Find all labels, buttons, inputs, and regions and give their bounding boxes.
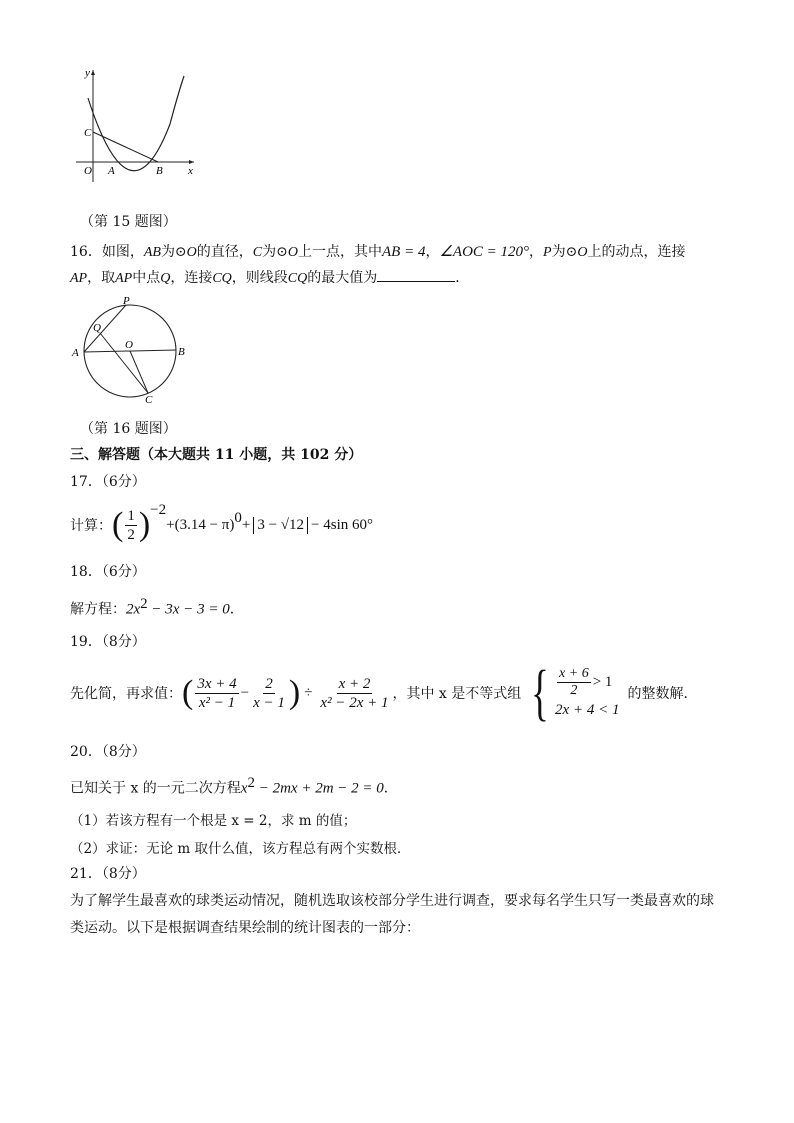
x-axis-arrow <box>189 160 194 164</box>
q18-eq-a: 2x <box>126 601 141 618</box>
section-3-title: 三、解答题（本大题共 11 小题，共 102 分） <box>70 447 363 463</box>
q18-end: ． <box>229 601 244 618</box>
q20-header: 20．（8分） <box>70 744 146 760</box>
segment-oc <box>130 351 148 393</box>
q16-text: 的直径， <box>196 244 253 260</box>
q16-text: ， <box>425 244 440 260</box>
q19-f2-num: 2 <box>265 675 273 692</box>
inequality-system: { $\frac{x + 6}{2}$ > 1 2x + 4 < 1 <box>531 659 620 727</box>
y-axis-arrow <box>91 70 95 75</box>
question-16-line-1 <box>70 241 685 261</box>
q17-term-3: − 4sin 60° <box>311 516 373 533</box>
point-a-label: A <box>108 165 115 177</box>
q17-expression: 计算： ( $\frac{1}{2}$ ) −2 +(3.14 − π) 0 + 3 − √12 − 4sin 60° <box>70 502 373 543</box>
q20-stem <box>70 775 398 798</box>
q20-eq-b: − 2mx + 2m − 2 = 0 <box>254 780 384 797</box>
q16-p: P <box>543 245 552 260</box>
q18-lead: 解方程： <box>70 601 126 618</box>
q19-fraction-3 <box>318 675 390 712</box>
q16-ap: AP <box>115 271 133 286</box>
q19-f1-num: 3x + 4 <box>197 675 237 692</box>
q16-number: 16． <box>70 244 102 260</box>
q19-tail: 的整数解． <box>627 686 698 702</box>
q17-header: 17．（6分） <box>70 474 146 490</box>
q16-text: 为⊙ <box>551 244 578 260</box>
point-c-label: C <box>84 127 92 139</box>
q20-part-2: （2）求证：无论 m 取什么值，该方程总有两个实数根． <box>70 841 411 857</box>
ineq1-den: 2 <box>570 682 578 698</box>
q16-cq: CQ <box>287 271 308 286</box>
q16-condition-ab: AB = 4 <box>382 244 426 260</box>
q19-header: 19．（8分） <box>70 634 146 650</box>
q21-header: 21．（8分） <box>70 866 146 882</box>
point-b-label: B <box>178 346 185 358</box>
q16-ap: AP <box>70 271 88 286</box>
point-o-label: O <box>125 339 133 351</box>
q16-cq: CQ <box>212 271 232 286</box>
ineq1-num: x + 6 <box>559 665 589 681</box>
ineq1-fraction <box>557 666 591 699</box>
figure-16-caption: （第 16 题图） <box>80 421 177 437</box>
q18-header: 18．（6分） <box>70 564 146 580</box>
q16-text: ，连接 <box>170 270 213 286</box>
q21-line-1: 为了解学生最喜欢的球类运动情况，随机选取该校部分学生进行调查，要求每名学生只写一类最喜欢的球 <box>70 893 714 909</box>
q19-f2-den: x − 1 <box>253 694 285 711</box>
q16-text: 为⊙ <box>262 244 288 260</box>
q16-text: 如图， <box>101 244 144 260</box>
q16-o: O <box>287 245 298 260</box>
q17-term-2: +(3.14 − π) <box>166 516 235 533</box>
q20-stem-text: 已知关于 x 的一元二次方程 <box>70 780 241 797</box>
figure-15-caption: （第 15 题图） <box>80 214 177 230</box>
q17-plus: + <box>241 516 251 533</box>
ineq2: 2x + 4 < 1 <box>555 701 620 718</box>
q16-o: O <box>577 245 588 260</box>
origin-label: O <box>84 165 92 177</box>
q19-divide: ÷ <box>304 684 313 701</box>
point-q-label: Q <box>93 322 101 334</box>
q16-condition-angle: ∠AOC = 120° <box>439 244 530 260</box>
q16-text: 上一点，其中 <box>298 244 382 260</box>
q16-text: ，取 <box>87 270 116 286</box>
question-16-line-2 <box>70 267 469 287</box>
q18-exponent: 2 <box>140 596 148 612</box>
figure-15-graph <box>70 64 200 186</box>
q17-exponent-1: −2 <box>150 502 167 518</box>
q20-stem-end: ． <box>383 780 398 797</box>
q20-exponent: 2 <box>247 775 255 791</box>
q17-frac-den: 2 <box>127 526 135 543</box>
q20-eq-a: x <box>240 780 248 797</box>
q20-part-1: （1）若该方程有一个根是 x = 2，求 m 的值； <box>70 813 357 829</box>
q17-fraction <box>125 507 137 544</box>
figure-15 <box>70 64 200 186</box>
q19-f1-den: x² − 1 <box>198 694 236 711</box>
ineq1-relation: > 1 <box>592 674 613 690</box>
figure-16-graph <box>70 292 195 404</box>
q21-line-2: 类运动。以下是根据调查结果绘制的统计图表的一部分： <box>70 920 420 936</box>
y-label: y <box>85 67 90 79</box>
segment-qc <box>100 333 148 393</box>
q16-ab: AB <box>143 245 161 260</box>
q16-q: Q <box>160 271 171 286</box>
point-p-label: P <box>123 295 130 307</box>
q16-text: ． <box>455 270 470 286</box>
q17-absolute-value: 3 − √12 <box>253 517 308 534</box>
point-c-label: C <box>145 394 153 404</box>
q16-text: 的最大值为 <box>307 270 378 286</box>
q19-lead: 先化简，再求值： <box>70 686 182 702</box>
q19-minus: − <box>240 684 250 701</box>
parabola-curve <box>88 76 184 171</box>
q19-f3-num: x + 2 <box>338 675 371 692</box>
q16-text: 为⊙ <box>160 244 187 260</box>
q19-expression: 先化简，再求值： ( $\frac{3x + 4}{\text{x² − 1}}$ − $\frac{2}{x - 1}$ ) ÷ $\frac{x + 2}{\text{x² − 2x + 1}}$ ，其中 x 是不等式组 { $\frac{x + 6}{2}$ > 1 2x + 4 < 1 的整数解． <box>70 659 698 727</box>
point-b-label: B <box>156 165 163 177</box>
q19-f3-den: x² − 2x + 1 <box>320 694 389 711</box>
answer-blank[interactable] <box>377 269 455 282</box>
q17-frac-num: 1 <box>127 507 135 524</box>
q19-fraction-2 <box>251 675 287 712</box>
q16-c: C <box>252 245 263 260</box>
q17-lead: 计算： <box>70 518 112 534</box>
segment-cb <box>93 132 158 162</box>
x-label: x <box>188 165 193 177</box>
q18-equation <box>70 596 244 619</box>
point-a-label: A <box>72 347 79 359</box>
q16-text: 中点 <box>132 270 161 286</box>
q16-text: 上的动点，连接 <box>587 244 686 260</box>
q16-o: O <box>186 245 197 260</box>
q19-fraction-1 <box>195 675 238 712</box>
q17-exponent-2: 0 <box>234 510 242 526</box>
figure-16 <box>70 292 195 404</box>
q16-text: ，则线段 <box>231 270 288 286</box>
q18-eq-b: − 3x − 3 = 0 <box>147 601 230 618</box>
q19-mid-text: ，其中 x 是不等式组 <box>392 686 522 702</box>
q16-text: ， <box>529 244 544 260</box>
